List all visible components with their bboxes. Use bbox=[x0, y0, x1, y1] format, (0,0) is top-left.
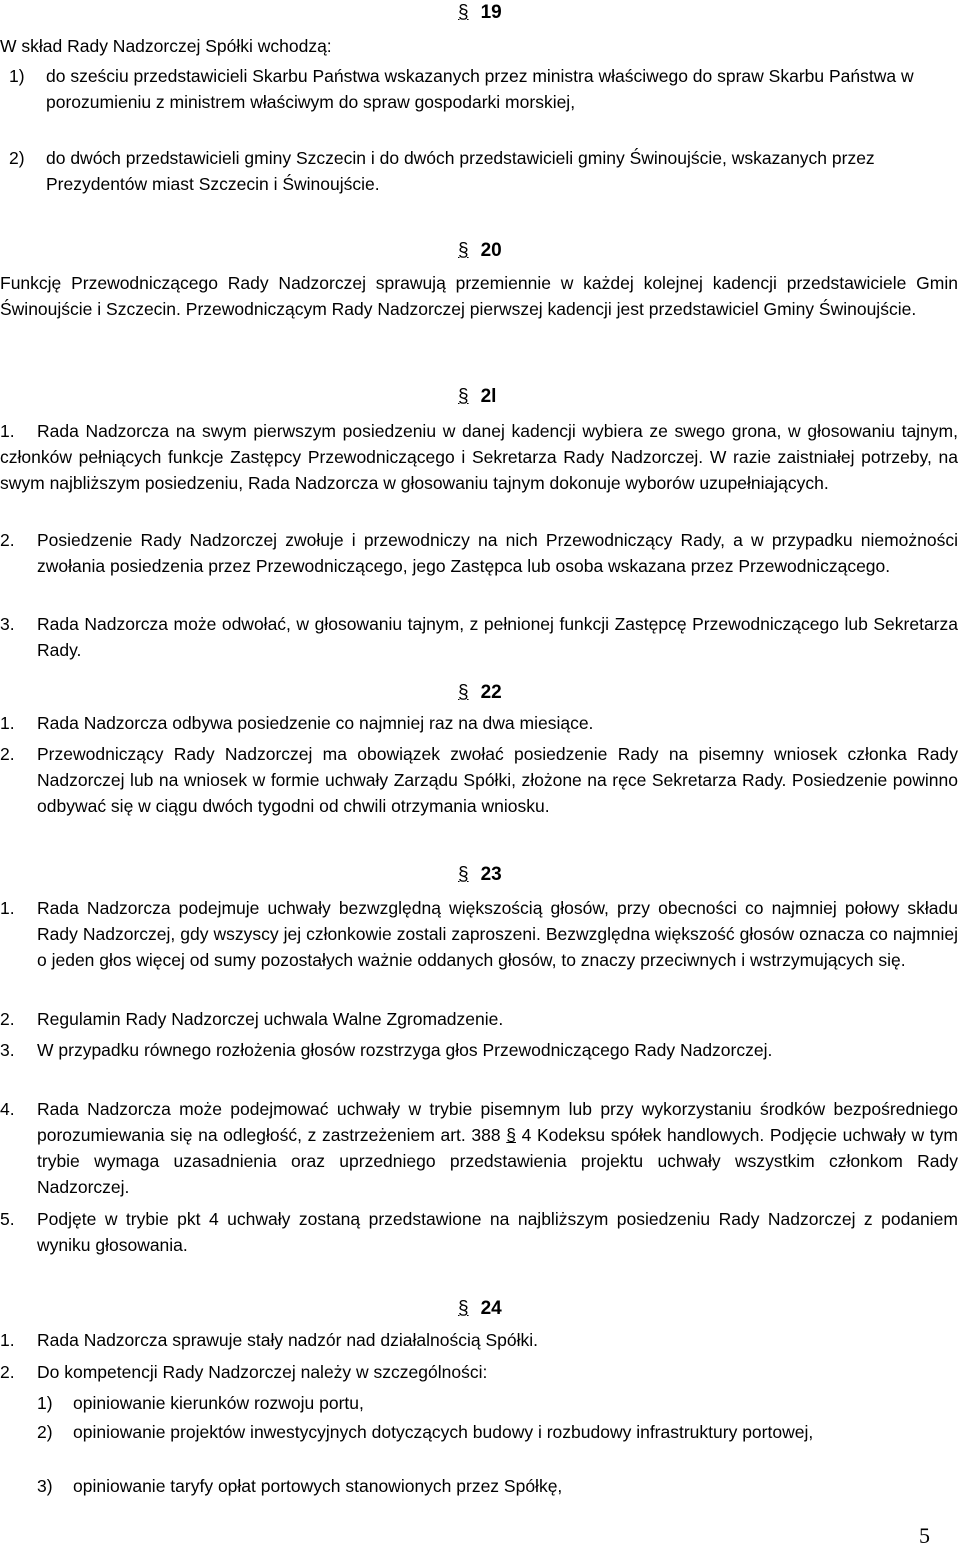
s19-intro: W skład Rady Nadzorczej Spółki wchodzą: bbox=[0, 36, 332, 56]
page-number: 5 bbox=[919, 1523, 930, 1548]
section-heading-22: § 22 bbox=[458, 682, 502, 703]
document-page: § 19 W skład Rady Nadzorczej Spółki wchodzą: 1) do sześciu przedstawicieli Skarbu Państwa wskazanych przez ministra właściwego do spraw Skarbu Państwa w porozumieniu z ministrem właściwym do spraw gospodarki morskiej, 2) do dwóch przedstawicieli gminy Szczecin i do dwóch przedstawicieli gminy Świnoujście, wskazanych przez Prezydentów miast Szczecin i Świnoujście. § 20 Funkcję Przewodniczącego Rady Nadzorczej sprawują przemiennie w każdej kolejnej kadencji przedstawiciele Gmin Świnoujście i Szczecin. Przewodniczącym Rady Nadzorczej pierwszej kadencji jest przedstawiciel Gminy Świnoujście. § 2l 1. Rada Nadzorcza na swym pierwszym posiedzeniu w danej kadencji wybiera ze swego grona, w głosowaniu tajnym, członków pełniących funkcje Zastępcy Przewodniczącego i Sekretarza Rady Nadzorczej. W razie zaistniałej potrzeby, na swym najbliższym posiedzeniu, Rada Nadzorcza w głosowaniu tajnym dokonuje wyborów uzupełniających. 2. Posiedzenie Rady Nadzorczej zwołuje i przewodniczy na nich Przewodniczący Rady, a w przypadku niemożności zwołania posiedzenia przez Przewodniczącego, jego Zastępca lub osoba wskazana przez Przewodniczącego. 3. Rada Nadzorcza może odwołać, w głosowaniu tajnym, z pełnionej funkcji Zastępcę Przewodniczącego lub Sekretarza Rady. § 22 1. Rada Nadzorcza odbywa posiedzenie co najmniej raz na dwa miesiące. 2. Przewodniczący Rady Nadzorczej ma obowiązek zwołać posiedzenie Rady na pisemny wniosek członka Rady Nadzorczej lub na wniosek w formie uchwały Zarządu Spółki, złożone na ręce Sekretarza Rady. Posiedzenie powinno odbywać się w ciągu dwóch tygodni od chwili otrzymania wniosku. § 23 1. Rada Nadzorcza podejmuje uchwały bezwzględną większością głosów, przy obecności co najmniej połowy składu Rady Nadzorczej, gdy wszyscy jej członkowie zostali zaproszeni. Bezwzględna większość głosów oznacza co najmniej o jeden głos więcej od sumy pozostałych ważnie oddanych głosów, to znaczy przeciwnych i wstrzymujących się. 2. Regulamin Rady Nadzorczej uchwala Walne Zgromadzenie. 3. W przypadku równego rozłożenia głosów rozstrzyga głos Przewodniczącego Rady Nadzorczej. 4. Rada Nadzorcza może podejmować uchwały w trybie pisemnym lub przy wykorzystaniu środków bezpośredniego porozumiewania się na odległość, z zastrzeżeniem art. 388 § 4 Kodeksu spółek handlowych. Podjęcie uchwały w tym trybie wymaga uzasadnienia oraz uprzedniego przedstawienia projektu uchwały wszystkim członkom Rady Nadzorczej. 5. Podjęte w trybie pkt 4 uchwały zostaną przedstawione na najbliższym posiedzeniu Rady Nadzorczej z podaniem wyniku głosowania. § 24 1. Rada Nadzorcza sprawuje stały nadzór nad działalnością Spółki. 2. Do kompetencji Rady Nadzorczej należy w szczególności: 1) opiniowanie kierunków rozwoju portu, 2) opiniowanie projektów inwestycyjnych dotyczących budowy i rozbudowy infrastruktury portowej, 3) opiniowanie taryfy opłat portowych stanowionych przez Spółkę, 5 bbox=[0, 2, 958, 1548]
section-heading-24: § 24 bbox=[458, 1298, 502, 1319]
section-heading-23: § 23 bbox=[458, 864, 502, 885]
section-heading-21: § 2l bbox=[458, 386, 497, 407]
s20-paragraph: Funkcję Przewodniczącego Rady Nadzorczej sprawują przemiennie w każdej kolejnej kadencji przedstawiciele Gmin Świnoujście i Szczecin. Przewodniczącym Rady Nadzorczej pierwszej kadencji jest przedstawiciel Gminy Świnoujście. bbox=[0, 273, 958, 319]
section-sign: § bbox=[458, 2, 469, 23]
section-heading-20: § 20 bbox=[458, 240, 502, 261]
section-heading-19: § 19 bbox=[458, 2, 502, 23]
